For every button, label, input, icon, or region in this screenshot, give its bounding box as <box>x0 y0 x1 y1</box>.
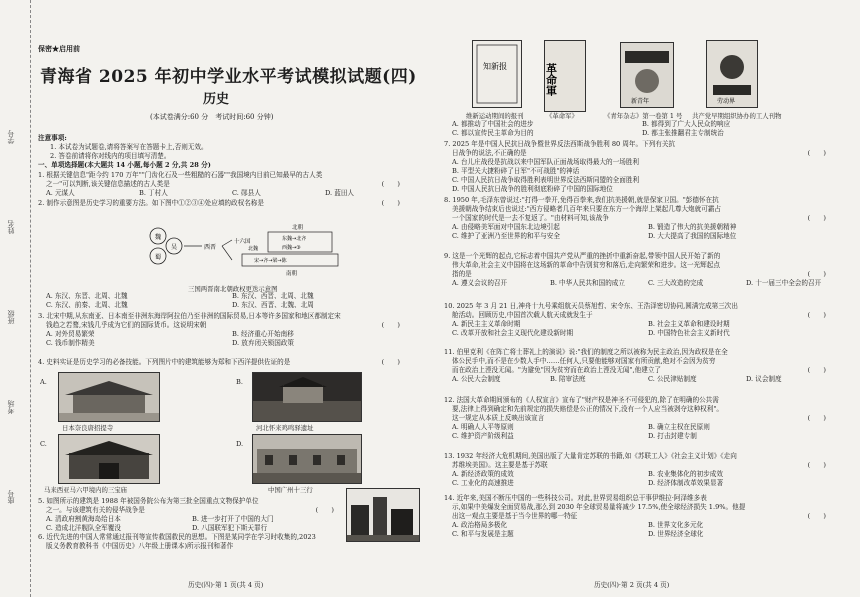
option: B. 确立主权在民原则 <box>648 423 710 432</box>
option: C. 工业化的高速推进 <box>452 479 514 488</box>
option: D. 中国特色社会主义新时代 <box>648 329 730 338</box>
question-text: 10. 2025 年 3 月 21 日,神舟十九号乘组航天员蔡旭哲、宋令东、王浩泽密切协同,圆满完成第三次出 <box>444 302 738 310</box>
question-text: 一个国家的时代是一去不复返了。"由材料可知,该战争 <box>452 214 609 223</box>
regime-diagram <box>146 222 346 284</box>
photo-caption: 中国广州十三行 <box>268 486 313 494</box>
question-text: 舱活动。回顾历史,中国首次载人航天成就发生于 <box>452 311 593 320</box>
answer-bracket: ( ) <box>807 270 826 278</box>
option: A. 遵义会议的召开 <box>452 279 508 288</box>
question-text: 13. 1932 年经济大危机期间,美国出版了大量肯定苏联的书籍,如《苏联工人》《社会主义计划》《走向 <box>444 452 737 460</box>
answer-bracket: ( ) <box>807 461 826 469</box>
question-3 <box>38 312 418 348</box>
answer-bracket: ( ) <box>381 199 400 207</box>
question-10 <box>444 302 844 338</box>
option: A. 明确人人平等原则 <box>452 423 514 432</box>
image-geming-jun <box>544 40 586 112</box>
image-caption: 《青年杂志》第一卷第 1 号 <box>604 112 683 120</box>
option: A. 东汉、东晋、北周、北魏 <box>46 292 128 300</box>
answer-bracket: ( ) <box>807 311 826 319</box>
option: C. 公民津贴制度 <box>648 375 697 384</box>
option: B. 都得到了广大人民众的响应 <box>642 120 731 128</box>
question-text: 2. 制作示意图是历史学习的重要方法。如下图中①②③④处应填的政权名称是 <box>38 199 264 207</box>
question-text: 版义务教育教科书《中国历史》八年级上册课本)所示报刊和著作 <box>46 542 234 551</box>
question-text: 苏维埃美国》。这主要是基于苏联 <box>452 461 548 470</box>
option: B. 平型关大捷粉碎了日军"不可战胜"的神话 <box>452 167 580 176</box>
question-text: 9. 这是一个光辉的起点,它标志着中国共产党从严重的挫折中重新奋起,带领中国人民开始了新的 <box>444 252 721 260</box>
question-text: 之一"可以判断,该关键信息描述的古人类是 <box>46 180 170 189</box>
option: C. 三大改造的完成 <box>648 279 704 288</box>
option: A. 政治格局多极化 <box>452 521 508 530</box>
photo-sanbao-temple <box>58 434 160 484</box>
gutter-label: 班级 <box>7 310 15 324</box>
option: B. 锻造了伟大的抗美援朝精神 <box>648 223 737 232</box>
option: D. 大大提高了我国的国际地位 <box>648 232 737 241</box>
image-label: 新青年 <box>631 98 650 105</box>
option: C. 改革开放和社会主义现代化建设新时期 <box>452 329 574 338</box>
gutter-label: 学号 <box>7 130 15 144</box>
question-text: 钱趋之若鹜,宋钱几乎成为它们的国际货币。这说明宋朝 <box>46 321 207 330</box>
question-text: 14. 近年来,美国不断压中国的一些科技公司。对此,世界贸易组织总干事伊维拉·阿泽维多表 <box>444 494 707 502</box>
photo-letter: D. <box>236 440 244 448</box>
photo-thirteen-hongs <box>252 434 362 484</box>
option: B. 社会主义革命和建设时期 <box>648 320 730 329</box>
option: D. 十一届三中全会的召开 <box>746 279 822 288</box>
photo-caption: 日本奈良唐招提寺 <box>62 424 114 432</box>
option: D. 东汉、西晋、北魏、北周 <box>232 301 314 310</box>
page-2 <box>444 0 854 597</box>
question-text: 3. 北宋中期,从东南亚、日本南至非洲东海岸阿拉伯乃至非洲的国际贸易,日本等许多国家和地区都制定宋 <box>38 312 341 320</box>
notes-heading: 注意事项: <box>38 134 67 142</box>
question-text: 7. 2025 年是中国人民抗日战争暨世界反法西斯战争胜利 80 周年。下列有关抗 <box>444 140 676 148</box>
diagram-node: 北朝 <box>292 225 304 231</box>
image-new-youth <box>620 42 674 108</box>
image-caption: 《革命军》 <box>546 112 578 120</box>
notes <box>38 134 428 170</box>
option: C. 郧县人 <box>232 189 261 198</box>
section-heading: 一、单项选择题(本大题共 14 小题,每小题 2 分,共 28 分) <box>38 161 211 170</box>
question-11 <box>444 348 844 384</box>
diagram-node: 魏 <box>155 234 162 241</box>
image-caption: 维新运动期间的报刊 <box>466 112 524 120</box>
photo-letter: C. <box>40 440 47 448</box>
option: C. 钱币制作精美 <box>46 339 95 348</box>
image-label: 革命軍 <box>545 63 558 96</box>
option: B. 进一步打开了中国的大门 <box>192 515 274 524</box>
binding-gutter <box>0 0 31 597</box>
answer-bracket: ( ) <box>381 180 400 188</box>
diagram-caption: 三国两晋南北朝政权更迭示意图 <box>188 285 278 293</box>
question-4 <box>38 358 418 367</box>
question-6 <box>38 533 338 551</box>
option: A. 由侵略美军面对中国东北边境引起 <box>452 223 560 232</box>
subject-title: 历史 <box>203 92 230 107</box>
question-text: 5. 如图所示的建筑是 1988 年被国务院公布为第三批全国重点文物保护单位 <box>38 497 259 505</box>
question-text: 这一规定从本质上反映出该宣言 <box>452 414 545 423</box>
diagram-node: 西晋 <box>204 244 217 251</box>
option: C. 维护资产阶级利益 <box>452 432 514 441</box>
question-2 <box>38 199 418 208</box>
diagram-node: 蜀 <box>155 254 162 261</box>
option: A. 都推动了中国社会的进步 <box>452 120 534 128</box>
question-text: 11. 伯里克利《在阵亡将士葬礼上的演说》说:"我们的制度之所以被称为民主政治,因为政权是在全 <box>444 348 728 356</box>
diagram-node: 东魏→北齐 <box>282 236 307 242</box>
question-2-options <box>46 292 418 310</box>
gutter-label: 考场 <box>7 400 15 414</box>
answer-bracket: ( ) <box>807 366 826 374</box>
option: B. 丁村人 <box>139 189 168 198</box>
option: D. 世界经济全球化 <box>648 530 704 539</box>
notes-item: 1. 本试卷为试题卷,请将答案写在答题卡上,否则无效。 <box>50 143 208 152</box>
diagram-node: 十六国 <box>234 239 251 245</box>
photo-caption: 马来西亚马六甲境内的三宝庙 <box>44 486 128 494</box>
diagram-node: 西魏→③ <box>282 245 301 251</box>
photo-ruins <box>346 488 420 542</box>
page-1 <box>38 0 428 597</box>
option: C. 维护了亚洲乃至世界的和平与安全 <box>452 232 560 241</box>
question-text: 之一。与该建筑有关的侵华战争是 <box>46 506 145 515</box>
option: C. 中国人民抗日战争取得胜利表明世界反法西斯同盟的全面胜利 <box>452 176 640 185</box>
option: B. 中华人民共和国的成立 <box>550 279 625 288</box>
option: D. 蓝田人 <box>325 189 355 198</box>
answer-bracket: ( ) <box>807 512 826 520</box>
question-5 <box>38 497 338 533</box>
question-8 <box>444 196 844 241</box>
answer-bracket: ( ) <box>807 149 826 157</box>
option: A. 清政府割黄海岛给日本 <box>46 515 121 524</box>
option: B. 经济重心开始南移 <box>232 330 294 339</box>
option: B. 陪审法庭 <box>550 375 586 384</box>
notes-item: 2. 答卷前请将你对线内的项目填写清楚。 <box>50 152 171 161</box>
option: A. 新民主主义革命时期 <box>452 320 521 329</box>
option: B. 东汉、西晋、北周、北魏 <box>232 292 314 300</box>
photo-jiming-station <box>252 372 362 422</box>
gutter-label: 姓名 <box>7 220 15 234</box>
option: C. 都以宣传民主革命为目的 <box>452 129 534 138</box>
question-text: 指的是 <box>452 270 472 279</box>
option: A. 对外贸易繁荣 <box>46 330 95 339</box>
question-text: 体公民手中,而不是在少数人手中……任何人,只要他能够对国家有所贡献,绝对不会因为贫穷 <box>452 357 716 366</box>
diagram-node: 宋→齐→梁→陈 <box>254 258 287 264</box>
confidential-mark: 保密★启用前 <box>38 44 80 53</box>
question-text: 而在政治上湮没无闻。"为避免"因为贫穷而在政治上湮没无闻",他建立了 <box>452 366 662 375</box>
answer-bracket: ( ) <box>315 506 334 514</box>
option: A. 元谋人 <box>46 189 75 198</box>
option: D. 放弃闭关锁国政策 <box>232 339 294 348</box>
question-7 <box>444 140 844 195</box>
question-text: 日战争的说法,不正确的是 <box>452 149 527 158</box>
option: A. 公民大会制度 <box>452 375 501 384</box>
question-13 <box>444 452 844 488</box>
question-text: 伟大革命,社会主义中国将在这场新的革命中告别贫穷和落后,走向繁荣和进步。这一光辉起点 <box>452 261 720 270</box>
page-footer: 历史(四)·第 2 页(共 4 页) <box>594 581 670 589</box>
exam-meta: (本试卷满分:60 分 考试时间:60 分钟) <box>150 113 274 121</box>
gutter-label: 座号 <box>7 490 15 504</box>
image-label: 劳动界 <box>717 98 736 105</box>
exam-title: 青海省 2025 年初中学业水平考试模拟试题(四) <box>40 67 417 87</box>
question-1 <box>38 171 418 198</box>
option: A. 台儿庄战役是抗战以来中国军队正面战场取得最大的一场胜利 <box>452 158 639 167</box>
question-6-options <box>452 120 832 138</box>
option: B. 世界文化多元化 <box>648 521 704 530</box>
diagram-node: 北魏 <box>248 246 259 252</box>
image-caption: 共产党早期组织协办的工人刊物 <box>692 112 782 120</box>
option: D. 议会制度 <box>746 375 782 384</box>
image-labor-journal <box>706 40 758 108</box>
question-text: 美援朝战争结束后也说过:"西方侵略者几百年来只要在东方一个海岸上架起几尊大炮就可霸占 <box>452 205 722 214</box>
question-text: 出这一观点主要是基于当今世界的哪一特征 <box>452 512 578 521</box>
answer-bracket: ( ) <box>807 214 826 222</box>
option: C. 造成北洋舰队全军覆没 <box>46 524 121 533</box>
diagram-node: 南朝 <box>286 271 298 277</box>
answer-bracket: ( ) <box>381 358 400 366</box>
image-label: 知新报 <box>483 62 507 71</box>
photo-letter: A. <box>40 378 47 386</box>
page-footer: 历史(四)·第 1 页(共 4 页) <box>188 581 264 589</box>
question-9 <box>444 252 844 288</box>
question-text: 4. 史料实证是历史学习的必备技能。下列图片中的建筑能够为郑和下西洋提供佐证的是 <box>38 358 291 366</box>
question-text: 12. 法国大革命期间颁布的《人权宣言》宣布了"财产权是神圣不可侵犯的,除了在明确的公共需 <box>444 396 719 404</box>
photo-tang-temple <box>58 372 160 422</box>
diagram-node: 吴 <box>171 244 178 251</box>
question-12 <box>444 396 844 441</box>
option: D. 都主张推翻君主专制统治 <box>642 129 724 138</box>
option: C. 东汉、前秦、北周、北魏 <box>46 301 128 310</box>
option: D. 中国人民抗日战争的胜利彻底粉碎了中国的国际地位 <box>452 185 613 194</box>
option: D. 经济体制改革效果显著 <box>648 479 724 488</box>
answer-bracket: ( ) <box>807 414 826 422</box>
option: A. 新经济政策的成效 <box>452 470 514 479</box>
question-text: 6. 近代先进的中国人常常通过报刊等宣传救国救民的思想。下图是某同学在学习时收集的,2023 <box>38 533 316 541</box>
question-text: 1. 根据关键信息"距今约 170 万年""门齿化石及一些粗糙的石器""我国境内目前已知最早的古人类 <box>38 171 323 179</box>
option: B. 农业集体化的初步成效 <box>648 470 723 479</box>
question-text: 8. 1950 年,毛泽东曾说过:"打得一拳开,免得百拳来,我们抗美援朝,就是保家卫国。"彭德怀在抗 <box>444 196 719 204</box>
photo-caption: 河北怀来鸡鸣驿遗址 <box>256 424 314 432</box>
option: D. 打击封建专制 <box>648 432 697 441</box>
option: C. 和平与发展是主题 <box>452 530 514 539</box>
option: D. 八国联军犯下斯天罪行 <box>192 524 268 533</box>
question-text: 示,如果中美爆发全面贸易战,那么到 2030 年全球贸易量将减少 17.5%,使全球经济损失 1.9%。他提 <box>452 503 746 512</box>
question-14 <box>444 494 844 539</box>
image-newspaper-zhixinbao <box>472 40 522 108</box>
photo-letter: B. <box>236 378 243 386</box>
answer-bracket: ( ) <box>381 321 400 329</box>
question-text: 要,法律上得到确定和先前规定的损失赔偿是公正的情况下,没有一个人应当被剥夺这种权利"。 <box>452 405 723 414</box>
